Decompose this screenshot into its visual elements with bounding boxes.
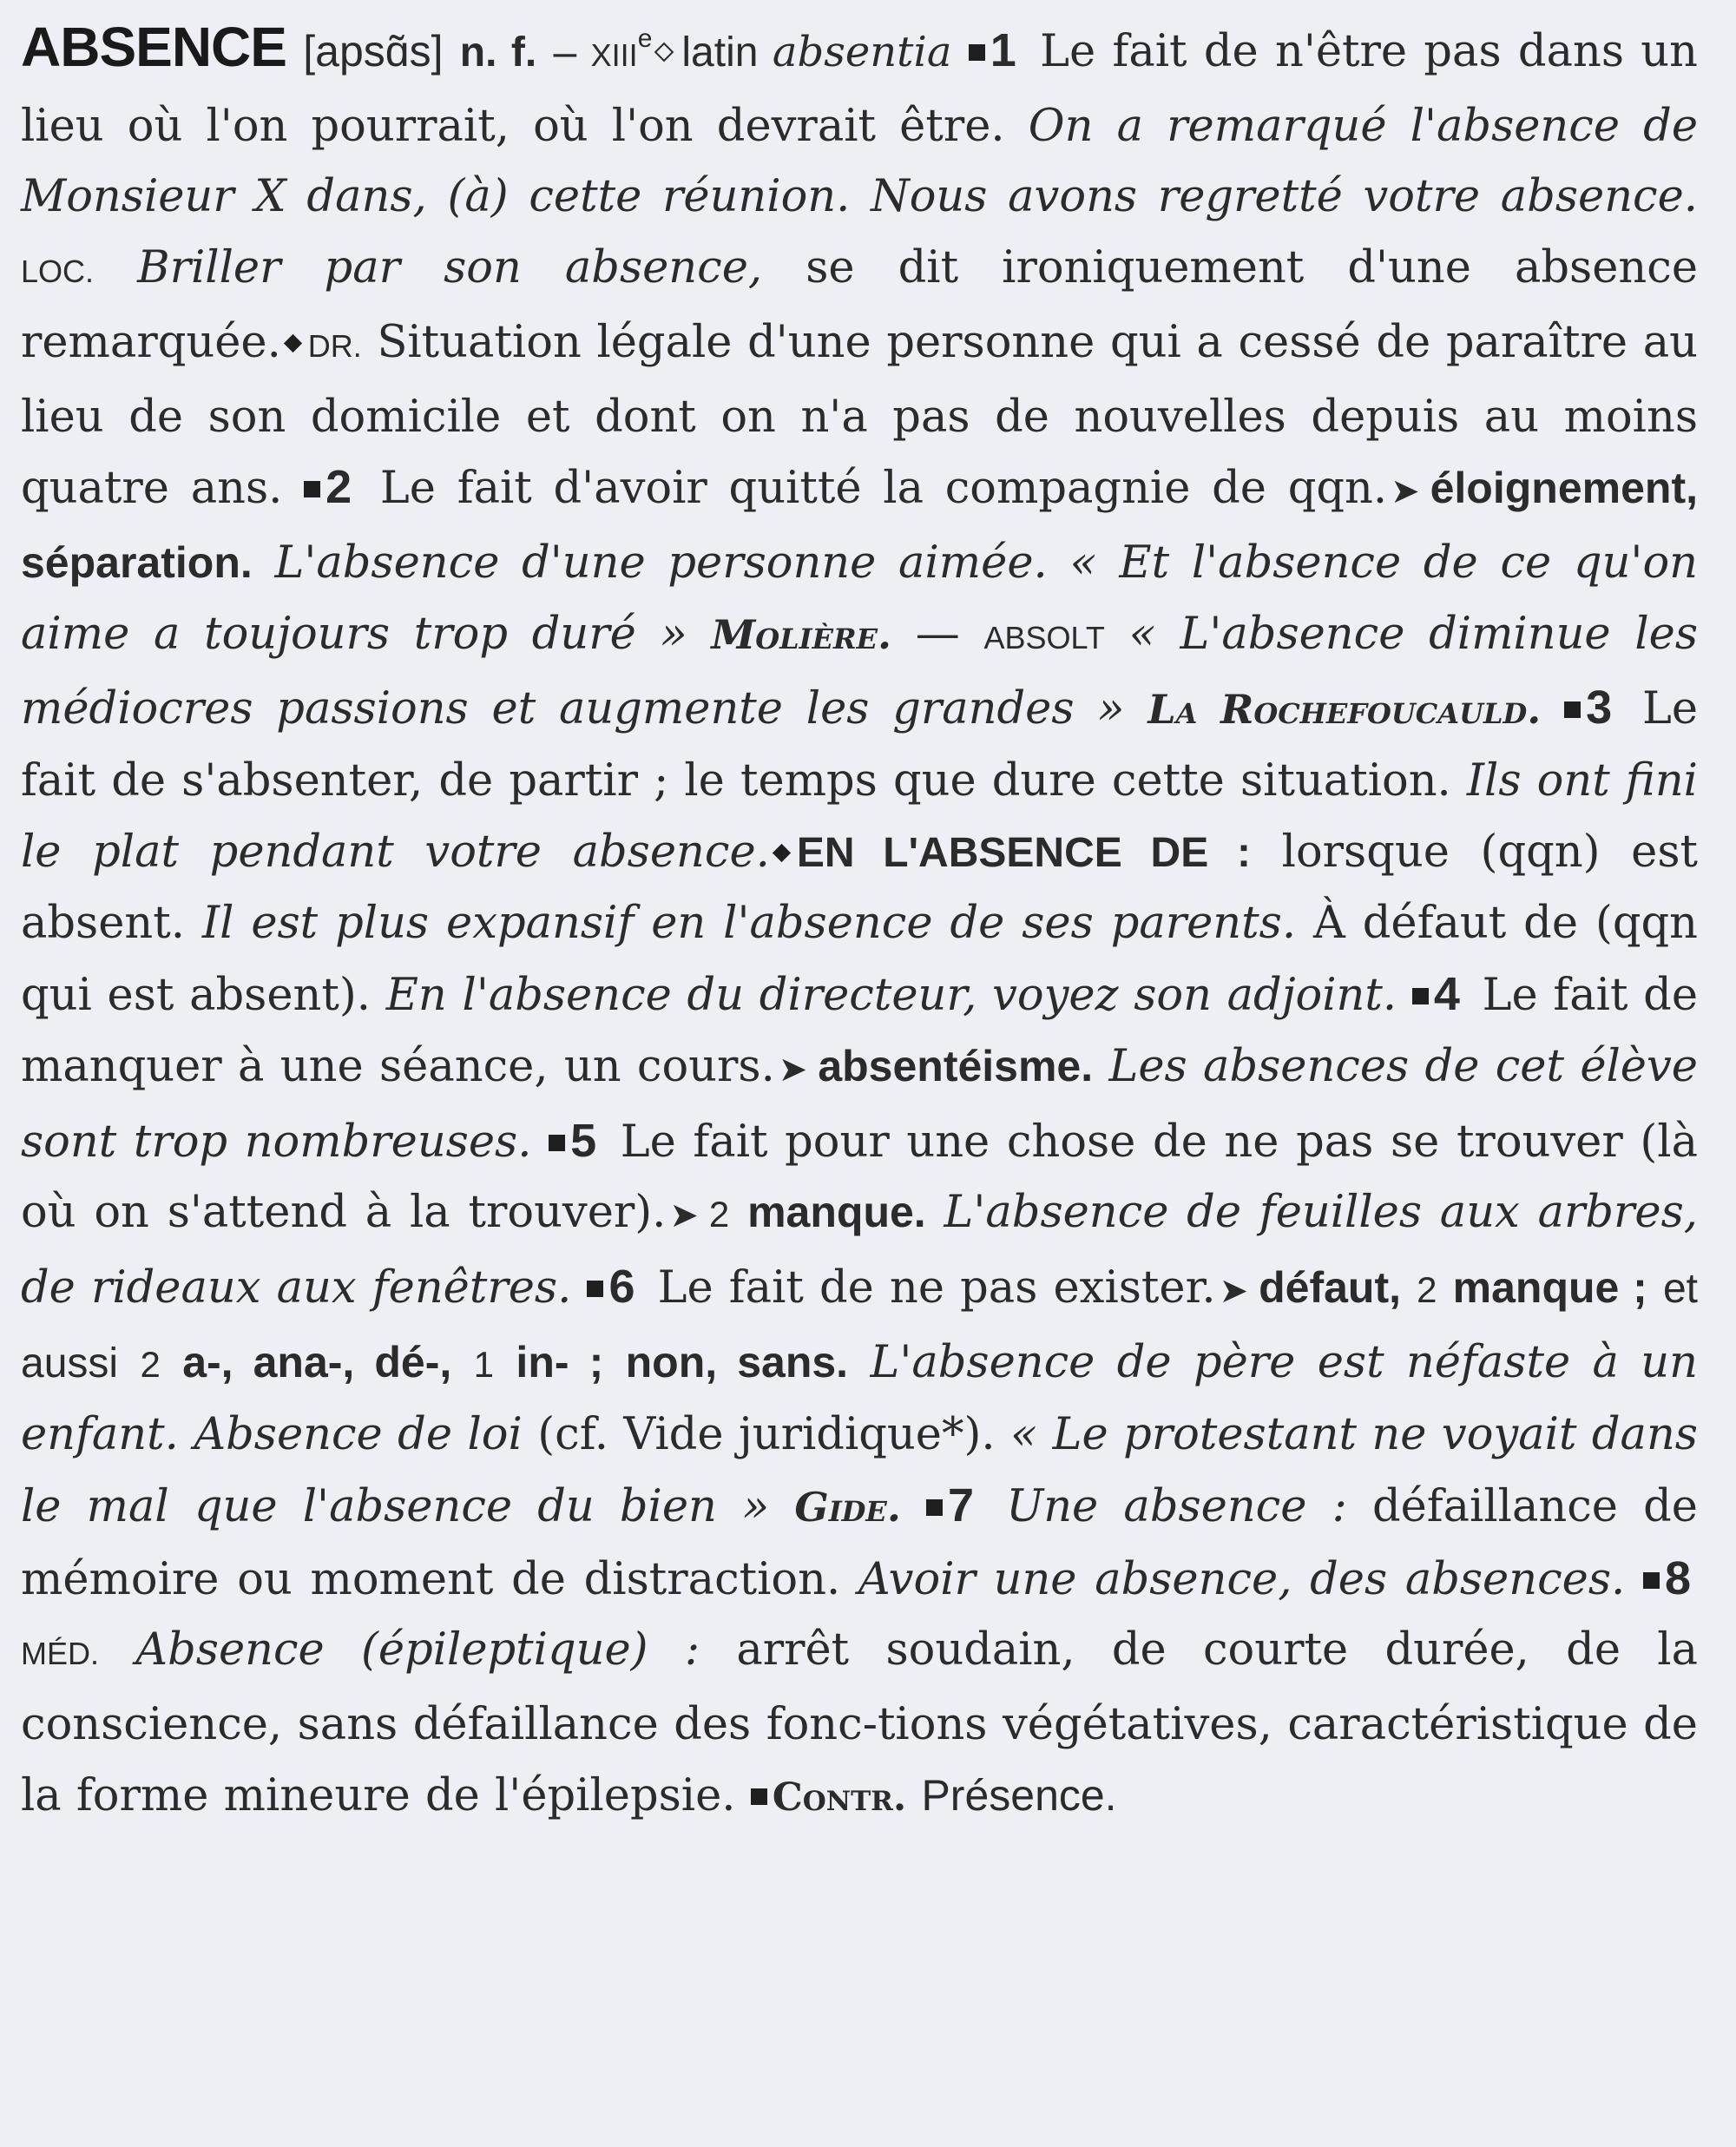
sense-definition: Le fait de s'absenter, de partir ; le temps que dure cette situation.	[21, 683, 1699, 807]
square-bullet-icon	[751, 1788, 767, 1805]
sense-example: L'absence de père est néfaste à un enfant. Absence de loi	[21, 1336, 1698, 1461]
sense-number: 8	[1664, 1551, 1691, 1604]
em-dash: —	[915, 608, 960, 660]
quote-author: Molière.	[711, 610, 892, 658]
subentry-definition: lorsque (qqn) est absent.	[21, 826, 1699, 950]
square-bullet-icon	[549, 1135, 565, 1151]
square-bullet-icon	[1643, 1572, 1660, 1589]
also-label: et aussi	[21, 1265, 1698, 1386]
quotation: « Le protestant ne voyait dans le mal que l'absence du bien »	[21, 1409, 1698, 1533]
grammar-label: n. f.	[459, 30, 537, 76]
homonym-number: 2	[708, 1194, 730, 1235]
sense-example: Ils ont fini le plat pendant votre absence.	[21, 755, 1698, 878]
locution-phrase: Briller par son absence,	[137, 242, 763, 294]
quotation: « Et l'absence de ce qu'on aime a toujours trop duré »	[21, 537, 1698, 660]
etymology	[553, 24, 952, 76]
dictionary-entry	[21, 12, 1698, 1834]
quote-author: La Rochefoucauld.	[1147, 686, 1542, 734]
sense-definition: arrêt soudain, de courte durée, de la conscience, sans défaillance des fonc-tions végétatives, caractéristique de la forme mineure de l'épilepsie.	[21, 1624, 1699, 1821]
homonym-number: 2	[1417, 1268, 1437, 1310]
square-bullet-icon	[926, 1499, 943, 1516]
etymology-century-sup: e	[637, 24, 653, 53]
subentry-definition: À défaut de (qqn qui est absent).	[21, 898, 1698, 1022]
sense-number: 2	[326, 461, 352, 514]
subentry-heading: EN L'ABSENCE DE :	[796, 829, 1251, 876]
synonyms: éloignement, séparation.	[21, 464, 1698, 587]
arrow-right-icon: ➤	[1391, 471, 1420, 512]
sense-example: On a remarqué l'absence de Monsieur X dans, (à) cette réunion. Nous avons regretté votre absence.	[21, 100, 1698, 223]
prefixes: a-, ana-, dé-,	[182, 1337, 452, 1386]
arrow-right-icon: ➤	[1219, 1270, 1249, 1311]
square-bullet-icon	[1564, 701, 1581, 718]
sense-definition: Situation légale d'une personne qui a cessé de paraître au lieu de son domicile et dont on n'a pas de nouvelles depuis au moins quatre ans.	[21, 316, 1698, 515]
sense-example: Les absences de cet élève sont trop nombreuses.	[21, 1040, 1698, 1168]
synonyms: défaut,	[1259, 1262, 1402, 1312]
etymology-dash: –	[553, 30, 577, 76]
synonyms: absentéisme.	[818, 1041, 1094, 1090]
homonym-number: 1	[473, 1343, 495, 1385]
sense-definition: Le fait d'avoir quitté la compagnie de qqn.	[379, 463, 1388, 515]
homonym-number: 2	[140, 1343, 161, 1385]
usage-label-absolt: ABSOLT	[983, 619, 1105, 655]
sense-definition: défaillance de mémoire ou moment de distraction.	[21, 1481, 1698, 1605]
sense-example: L'absence d'une personne aimée.	[274, 537, 1048, 589]
sense-number: 4	[1433, 968, 1460, 1021]
diamond-bullet-icon	[284, 334, 302, 352]
sense-number: 1	[990, 24, 1016, 76]
locution-definition: se dit ironiquement d'une absence remarquée.	[21, 242, 1698, 368]
sense-phrase: Absence (épileptique) :	[135, 1624, 700, 1676]
usage-label-loc: LOC.	[21, 254, 95, 290]
etymology-century: XIII	[590, 37, 638, 73]
sense-definition: Le fait de manquer à une séance, un cours.	[21, 970, 1699, 1092]
sense-number: 7	[948, 1479, 975, 1532]
contrary-label: Contr.	[772, 1775, 907, 1820]
sense-definition: Le fait de n'être pas dans un lieu où l'on pourrait, où l'on devrait être.	[21, 26, 1699, 152]
usage-label-dr: DR.	[307, 327, 362, 364]
sense-number: 3	[1586, 682, 1613, 734]
cross-reference: (cf. Vide juridique*).	[537, 1409, 996, 1461]
quote-author: Gide.	[794, 1484, 901, 1531]
arrow-right-icon: ➤	[669, 1195, 699, 1236]
sense-definition: Le fait de ne pas exister.	[657, 1261, 1216, 1314]
diamond-bullet-icon	[773, 844, 791, 862]
usage-label-med: MÉD.	[21, 1636, 99, 1672]
square-bullet-icon	[304, 481, 320, 497]
sense-number: 6	[608, 1260, 635, 1313]
subentry-example: En l'absence du directeur, voyez son adjoint.	[385, 970, 1397, 1022]
sense-phrase: Une absence :	[1006, 1481, 1347, 1533]
synonyms: manque ;	[1452, 1262, 1647, 1312]
sense-example: Avoir une absence, des absences.	[858, 1553, 1626, 1605]
etymology-source: absentia	[772, 28, 952, 76]
square-bullet-icon	[587, 1281, 603, 1297]
etymology-lang: latin	[681, 30, 759, 76]
headword: ABSENCE	[21, 16, 286, 78]
synonyms: manque.	[747, 1188, 926, 1237]
pronunciation: [apsɑ̃s]	[303, 27, 444, 76]
square-bullet-icon	[1412, 988, 1429, 1004]
subentry-example: Il est plus expansif en l'absence de ses parents.	[201, 898, 1297, 950]
square-bullet-icon	[969, 44, 985, 61]
prefixes: non, sans.	[625, 1337, 849, 1386]
sense-number: 5	[570, 1114, 597, 1167]
prefixes: in- ;	[516, 1337, 604, 1386]
arrow-right-icon: ➤	[778, 1049, 808, 1090]
sense-example: L'absence de feuilles aux arbres, de rideaux aux fenêtres.	[21, 1187, 1698, 1314]
quotation: « L'absence diminue les médiocres passions et augmente les grandes »	[21, 608, 1698, 735]
contrary-value: Présence.	[921, 1770, 1117, 1820]
sense-definition: Le fait pour une chose de ne pas se trouver (là où on s'attend à la trouver).	[21, 1116, 1698, 1239]
hollow-diamond-icon	[654, 43, 674, 63]
